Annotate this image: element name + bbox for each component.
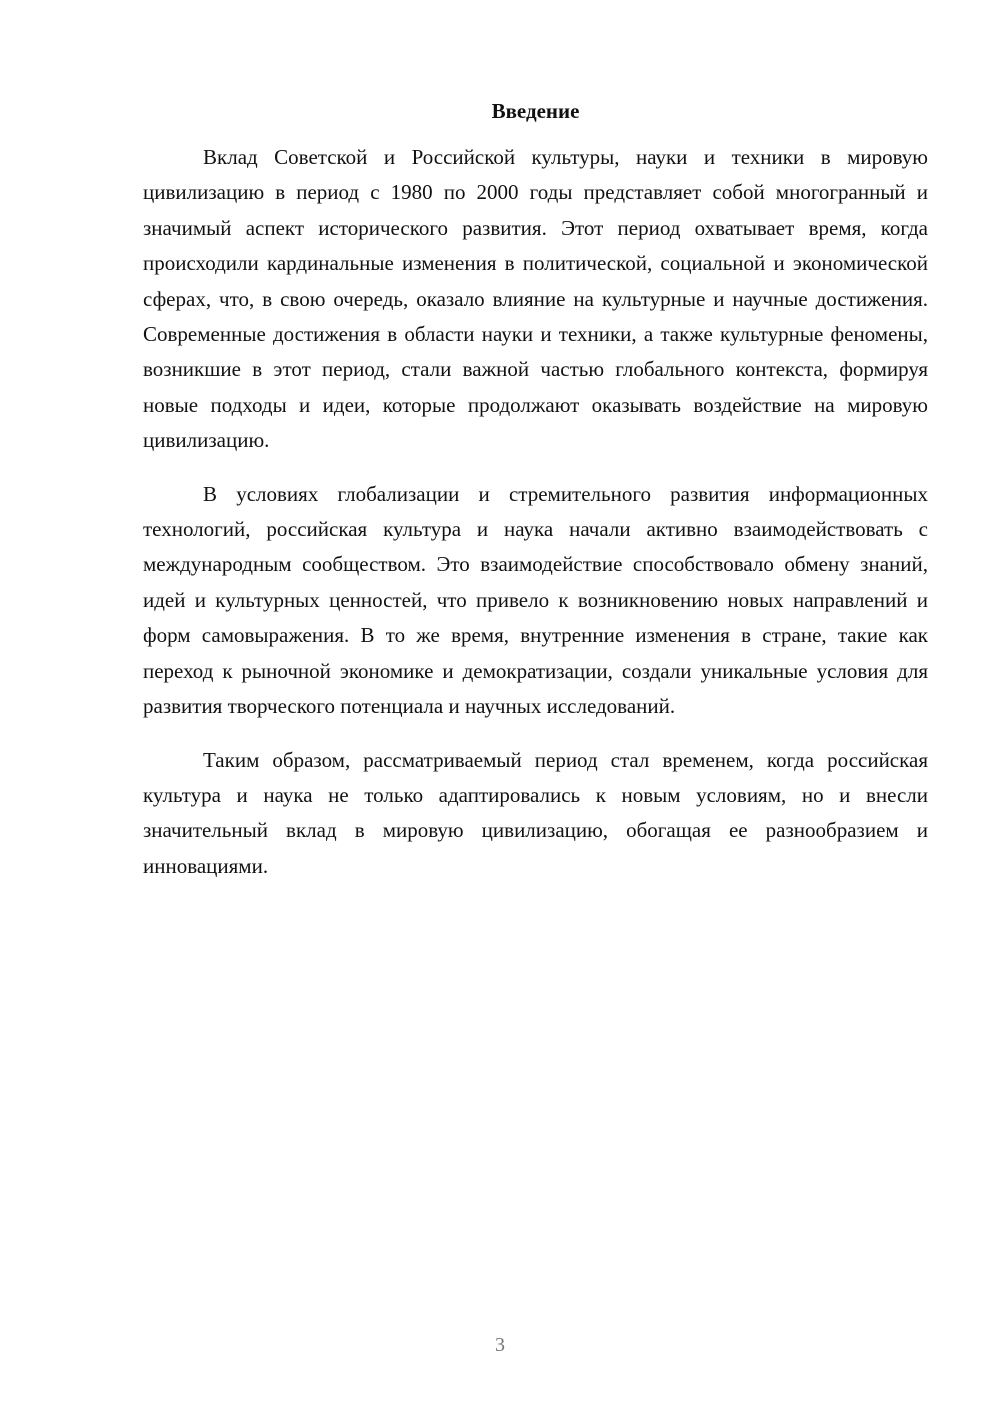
paragraph-3: Таким образом, рассматриваемый период стал временем, когда российская культура и наука не только адаптировались к новым условиям, но и внесли значительный вклад в мировую цивилизацию, обогащая ее разнообразием и инновациями. [143,747,928,878]
section-title: Введение [491,99,580,123]
paragraph-2: В условиях глобализации и стремительного развития информационных технологий, российская культура и наука начали активно взаимодействовать с международным сообществом. Это взаимодействие способствовало обмену знаний, идей и культурных ценностей, что привело к возникновению новых направлений и форм самовыражения. В то же время, внутренние изменения в стране, такие как переход к рыночной экономике и демократизации, создали уникальные условия для развития творческого потенциала и научных исследований. [143,481,928,719]
page-number: 3 [495,1334,505,1356]
page-content [143,96,928,902]
paragraph-1: Вклад Советской и Российской культуры, науки и техники в мировую цивилизацию в период с 1980 по 2000 годы представляет собой многогранный и значимый аспект исторического развития. Этот период охватывает время, когда происходили кардинальные изменения в политической, социальной и экономической сферах, что, в свою очередь, оказало влияние на культурные и научные достижения. Современные достижения в области науки и техники, а также культурные феномены, возникшие в этот период, стали важной частью глобального контекста, формируя новые подходы и идеи, которые продолжают оказывать воздействие на мировую цивилизацию. [143,145,928,453]
